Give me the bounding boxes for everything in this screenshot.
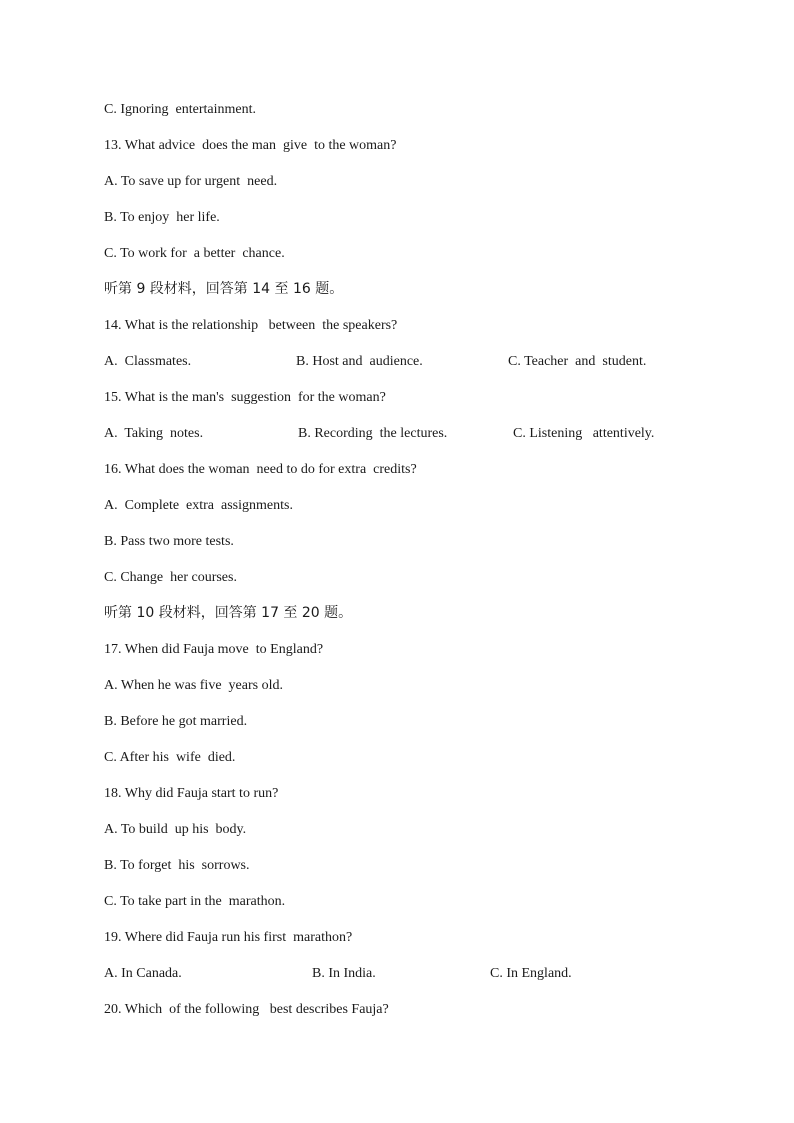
- q14-option-b: B. Host and audience.: [296, 354, 423, 369]
- q13-option-b: B. To enjoy her life.: [104, 210, 220, 225]
- q13-option-a: A. To save up for urgent need.: [104, 174, 278, 189]
- q13-question: 13. What advice does the man give to the woman?: [104, 138, 397, 153]
- q17-option-a: A. When he was five years old.: [104, 678, 283, 693]
- q19-option-a: A. In Canada.: [104, 966, 182, 981]
- q19-question: 19. Where did Fauja run his first marathon?: [104, 930, 353, 945]
- q14-question: 14. What is the relationship between the speakers?: [104, 318, 398, 333]
- q15-question: 15. What is the man's suggestion for the woman?: [104, 390, 386, 405]
- q13-option-c: C. To work for a better chance.: [104, 246, 285, 261]
- q19-option-b: B. In India.: [312, 966, 376, 981]
- q16-option-b: B. Pass two more tests.: [104, 534, 234, 549]
- q18-option-b: B. To forget his sorrows.: [104, 858, 250, 873]
- q14-option-c: C. Teacher and student.: [508, 354, 647, 369]
- q14-option-a: A. Classmates.: [104, 354, 192, 369]
- q15-option-a: A. Taking notes.: [104, 426, 204, 441]
- q16-question: 16. What does the woman need to do for extra credits?: [104, 462, 417, 477]
- q12-option-c: C. Ignoring entertainment.: [104, 102, 257, 117]
- q15-option-c: C. Listening attentively.: [513, 426, 655, 441]
- section-heading-9: 听第 9 段材料，回答第 14 至 16 题。: [104, 281, 344, 297]
- section-heading-10: 听第 10 段材料，回答第 17 至 20 题。: [104, 605, 353, 621]
- q19-option-c: C. In England.: [490, 966, 572, 981]
- q18-option-c: C. To take part in the marathon.: [104, 894, 286, 909]
- q15-option-b: B. Recording the lectures.: [298, 426, 448, 441]
- q20-question: 20. Which of the following best describes Fauja?: [104, 1002, 389, 1017]
- q18-option-a: A. To build up his body.: [104, 822, 247, 837]
- q18-question: 18. Why did Fauja start to run?: [104, 786, 279, 801]
- q17-option-b: B. Before he got married.: [104, 714, 248, 729]
- q16-option-c: C. Change her courses.: [104, 570, 237, 585]
- q17-option-c: C. After his wife died.: [104, 750, 236, 765]
- q17-question: 17. When did Fauja move to England?: [104, 642, 324, 657]
- q16-option-a: A. Complete extra assignments.: [104, 498, 293, 513]
